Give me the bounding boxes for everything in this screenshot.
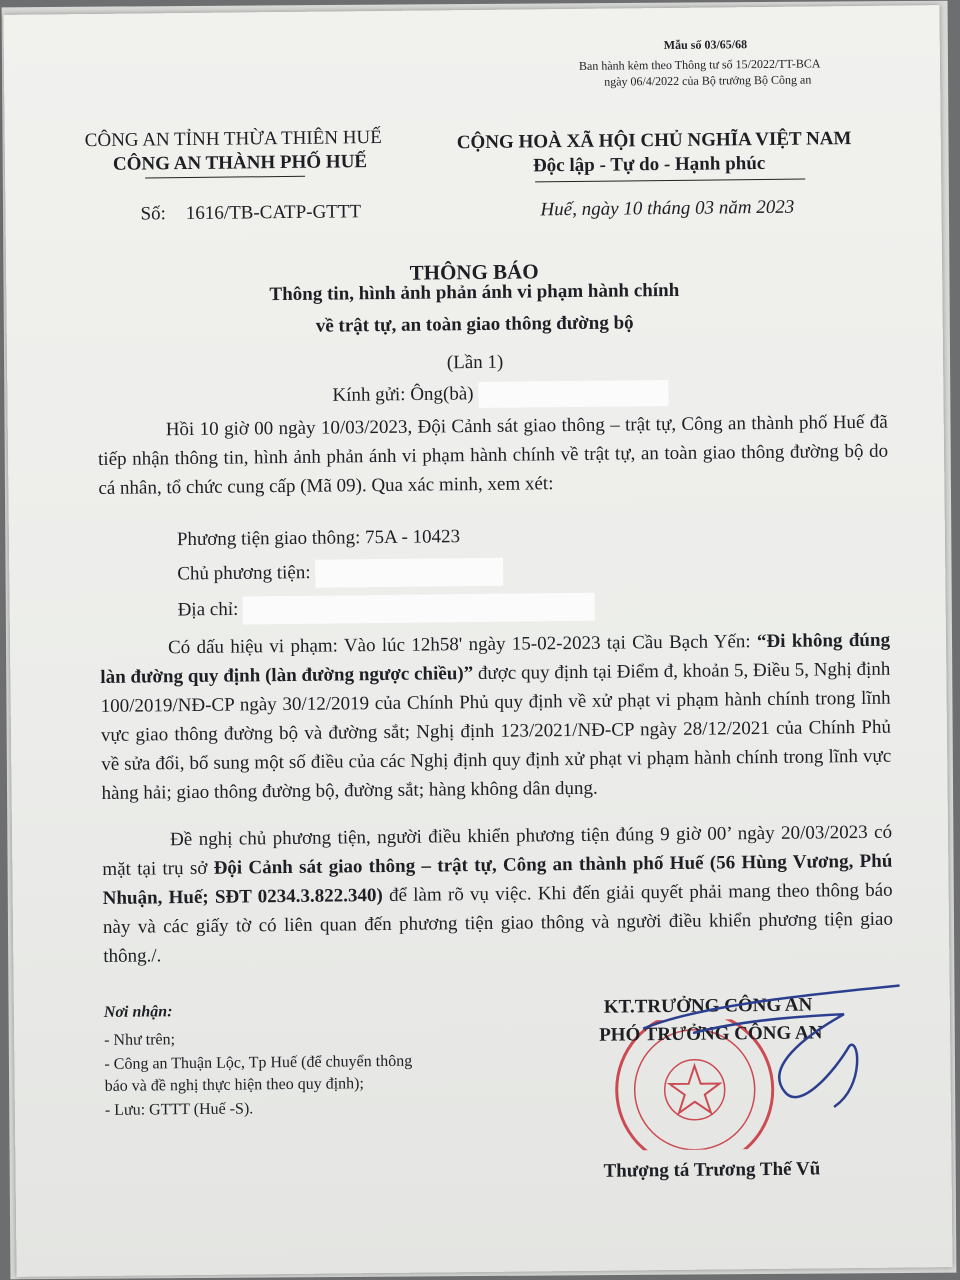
redacted-address — [243, 593, 595, 625]
agency-top: CÔNG AN TỈNH THỪA THIÊN HUẾ — [84, 126, 382, 152]
date-line: Huế, ngày 10 tháng 03 năm 2023 — [540, 196, 795, 221]
owner-label: Chủ phương tiện: — [177, 562, 311, 585]
recipients-line-1: - Như trên; — [104, 1031, 176, 1049]
notice-times: (Lần 1) — [446, 351, 504, 374]
form-note-2: ngày 06/4/2022 của Bộ trưởng Bộ Công an — [604, 72, 812, 89]
agency-sub: CÔNG AN THÀNH PHỐ HUẾ — [112, 151, 368, 175]
recipients-line-3: báo và đề nghị thực hiện theo quy định); — [104, 1075, 365, 1095]
request-rest: để làm rõ vụ việc. Khi đến giải quyết phải mang theo thông báo này và các giấy tờ có liên quan đến phương tiện giao thông và người điều khiển phương tiện giao thông./. — [102, 879, 894, 967]
motto: Độc lập - Tự do - Hạnh phúc — [532, 152, 766, 177]
request-lead: Đề nghị chủ phương tiện, người điều khiển phương tiện đúng 9 giờ 00’ ngày 20/03/2023 có mặt tại trụ sở — [102, 821, 893, 880]
document-number — [140, 201, 361, 225]
violation-lead: Có dấu hiệu vi phạm: Vào lúc 12h58' ngày 15-02-2023 tại Cầu Bạch Yến: — [167, 631, 751, 659]
motto-underline — [535, 179, 805, 183]
form-number: Mẫu số 03/65/68 — [663, 37, 748, 53]
redacted-owner — [315, 558, 503, 588]
signature-title-1: KT.TRƯỞNG CÔNG AN — [603, 994, 813, 1018]
recipients-title: Nơi nhận: — [103, 1003, 173, 1021]
handwritten-signature — [634, 976, 906, 1129]
recipient-label: Kính gửi: Ông(bà) — [332, 383, 474, 406]
violation-legal-basis: được quy định tại Điểm đ, khoản 5, Điều 5, Nghị định 100/2019/NĐ-CP ngày 30/12/2019 của Chính Phủ quy định về xử phạt vi phạm hành chính trong lĩnh vực giao thông đường bộ và đường sắt; Nghị định 123/2021/NĐ-CP ngày 28/12/2021 của Chính Phủ về sửa đổi, bổ sung một số điều của các Nghị định quy định xử phạt vi phạm hành chính trong lĩnh vực hàng hải; giao thông đường bộ, đường sắt; hàng không dân dụng. — [100, 658, 892, 804]
owner-line — [177, 558, 503, 589]
request-location: Đội Cảnh sát giao thông – trật tự, Công an thành phố Huế (56 Hùng Vương, Phú Nhuận, Huế; SĐT 0234.3.822.340) — [102, 850, 893, 909]
recipients-line-4: - Lưu: GTTT (Huế -S). — [104, 1100, 254, 1119]
nation-title: CỘNG HOÀ XÃ HỘI CHỦ NGHĨA VIỆT NAM — [456, 128, 852, 154]
doc-no-value: 1616/TB-CATP-GTTT — [185, 201, 362, 225]
intro-paragraph: Hồi 10 giờ 00 ngày 10/03/2023, Đội Cảnh sát giao thông – trật tự, Công an thành phố Huế đã tiếp nhận thông tin, hình ảnh phản ánh vi phạm hành chính về trật tự, an toàn giao thông đường bộ do cá nhân, tổ chức cung cấp (Mã 09). Qua xác minh, xem xét: — [97, 411, 889, 499]
document-page — [3, 5, 952, 1277]
vehicle-line: Phương tiện giao thông: 75A - 10423 — [176, 526, 461, 551]
doc-no-label: Số: — [140, 203, 166, 225]
notice-title: THÔNG BÁO — [409, 259, 539, 285]
violation-name: “Đi không đúng làn đường quy định (làn đường ngược chiều)” — [100, 629, 891, 688]
request-paragraph — [102, 818, 893, 971]
notice-subtitle-1: Thông tin, hình ảnh phản ánh vi phạm hành chính — [269, 279, 680, 306]
address-line — [178, 593, 596, 625]
form-note-1: Ban hành kèm theo Thông tư số 15/2022/TT-BCA — [578, 56, 821, 73]
address-label: Địa chỉ: — [177, 598, 239, 621]
recipient-line — [332, 380, 668, 410]
violation-paragraph — [100, 626, 892, 808]
signer-name: Thượng tá Trương Thế Vũ — [603, 1158, 821, 1182]
recipients-line-2: - Công an Thuận Lộc, Tp Huế (để chuyển thông — [104, 1052, 413, 1073]
signature-title-2: PHÓ TRƯỞNG CÔNG AN — [599, 1022, 823, 1046]
redacted-recipient — [478, 380, 668, 408]
notice-subtitle-2: về trật tự, an toàn giao thông đường bộ — [315, 312, 634, 337]
agency-underline — [145, 176, 305, 179]
